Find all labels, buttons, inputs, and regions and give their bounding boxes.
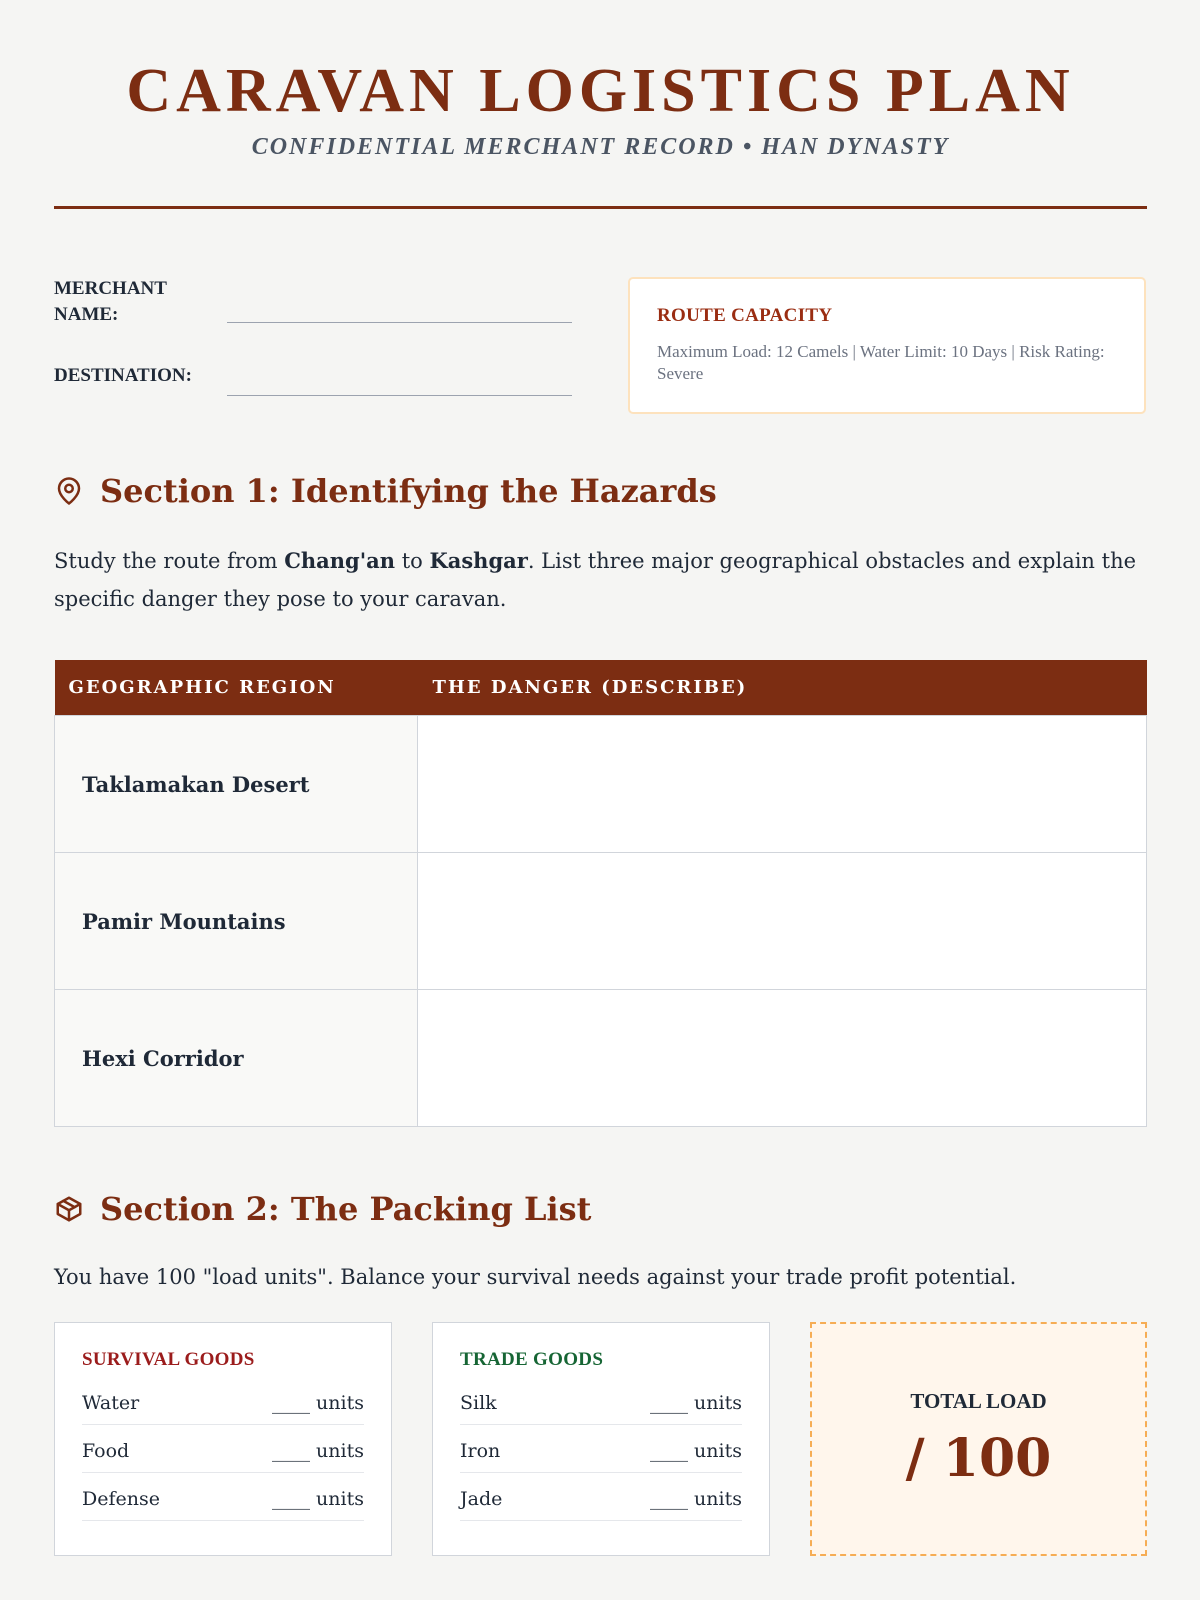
item-name: Defense xyxy=(82,1488,160,1510)
item-quantity-blank[interactable]: ____ units xyxy=(650,1392,742,1414)
page-subtitle: CONFIDENTIAL MERCHANT RECORD • HAN DYNASTY xyxy=(251,134,950,160)
trade-goods-title: TRADE GOODS xyxy=(460,1349,604,1370)
instructions-text: . List three major geographical obstacles and explain the specific danger they pose to your caravan. xyxy=(54,549,1137,611)
column-header-danger: THE DANGER (DESCRIBE) xyxy=(418,660,1147,716)
survival-goods-title: SURVIVAL GOODS xyxy=(82,1349,255,1370)
total-load-label: TOTAL LOAD xyxy=(910,1389,1047,1413)
package-icon xyxy=(54,1194,84,1224)
section2-instructions: You have 100 "load units". Balance your survival needs against your trade profit potential. xyxy=(54,1265,1017,1289)
section2-heading xyxy=(54,1190,591,1228)
total-load-box xyxy=(810,1322,1147,1556)
item-name: Jade xyxy=(460,1488,503,1510)
total-load-value[interactable]: / 100 xyxy=(905,1428,1052,1489)
item-quantity-blank[interactable]: ____ units xyxy=(272,1392,364,1414)
page-title: CARAVAN LOGISTICS PLAN xyxy=(126,57,1075,125)
list-item[interactable] xyxy=(460,1377,742,1425)
route-start: Chang'an xyxy=(284,548,396,573)
route-end: Kashgar xyxy=(429,548,528,573)
region-cell: Hexi Corridor xyxy=(55,990,418,1127)
item-name: Iron xyxy=(460,1440,501,1462)
route-capacity-title: ROUTE CAPACITY xyxy=(657,305,833,326)
table-row xyxy=(55,853,1147,990)
danger-input-cell[interactable] xyxy=(418,853,1147,990)
instructions-text: Study the route from xyxy=(54,549,285,573)
region-cell: Taklamakan Desert xyxy=(55,716,418,853)
destination-field[interactable] xyxy=(227,395,572,396)
column-header-region: GEOGRAPHIC REGION xyxy=(55,660,418,716)
danger-input-cell[interactable] xyxy=(418,716,1147,853)
merchant-name-field[interactable] xyxy=(227,322,572,323)
region-cell: Pamir Mountains xyxy=(55,853,418,990)
route-capacity-details: Maximum Load: 12 Camels | Water Limit: 10 Days | Risk Rating: Severe xyxy=(657,342,1105,383)
list-item[interactable] xyxy=(82,1377,364,1425)
route-capacity-box xyxy=(628,277,1146,414)
item-quantity-blank[interactable]: ____ units xyxy=(650,1488,742,1510)
item-name: Food xyxy=(82,1440,130,1462)
item-quantity-blank[interactable]: ____ units xyxy=(650,1440,742,1462)
section1-instructions xyxy=(54,542,1147,618)
list-item[interactable] xyxy=(82,1473,364,1521)
item-quantity-blank[interactable]: ____ units xyxy=(272,1488,364,1510)
list-item[interactable] xyxy=(82,1425,364,1473)
instructions-text: to xyxy=(395,549,430,573)
section1-heading xyxy=(54,472,717,510)
map-pin-icon xyxy=(54,476,84,506)
hazards-table xyxy=(54,660,1147,1127)
list-item[interactable] xyxy=(460,1473,742,1521)
header-divider xyxy=(54,206,1147,209)
merchant-name-label: MERCHANT NAME: xyxy=(54,278,167,325)
item-name: Silk xyxy=(460,1392,497,1414)
trade-goods-box xyxy=(432,1322,770,1556)
destination-label: DESTINATION: xyxy=(54,365,192,386)
table-row xyxy=(55,990,1147,1127)
item-quantity-blank[interactable]: ____ units xyxy=(272,1440,364,1462)
section2-title: Section 2: The Packing List xyxy=(100,1190,592,1228)
list-item[interactable] xyxy=(460,1425,742,1473)
survival-goods-box xyxy=(54,1322,392,1556)
item-name: Water xyxy=(82,1392,140,1414)
danger-input-cell[interactable] xyxy=(418,990,1147,1127)
section1-title: Section 1: Identifying the Hazards xyxy=(100,472,717,510)
table-header-row xyxy=(55,660,1147,716)
table-row xyxy=(55,716,1147,853)
